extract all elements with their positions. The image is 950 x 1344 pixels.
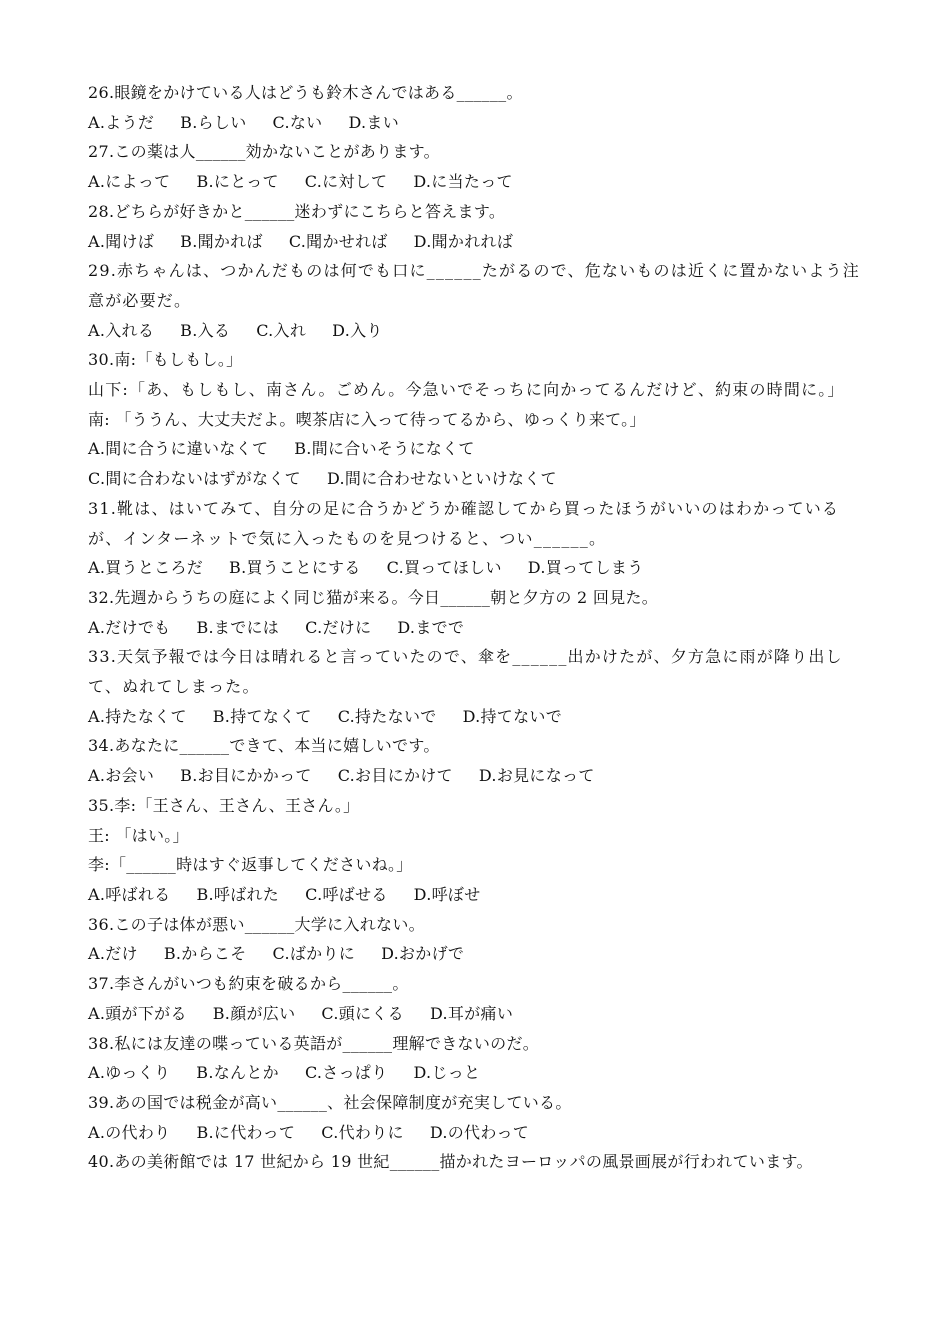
answer-option: D.呼ぼせ [413, 884, 481, 904]
answer-option: D.間に合わせないといけなくて [326, 469, 557, 489]
answer-option: A.の代わり [88, 1122, 171, 1142]
answer-option: A.ゆっくり [88, 1063, 171, 1083]
answer-option: D.に当たって [413, 172, 513, 192]
question-text: 李:「______時はすぐ返事してくださいね。」 [88, 855, 413, 875]
answer-option: B.顔が広い [212, 1003, 296, 1023]
question-text: 32.先週からうちの庭によく同じ猫が来る。今日______朝と夕方の 2 回見た。 [88, 587, 659, 607]
answer-options [88, 702, 873, 732]
answer-options [88, 1118, 873, 1148]
answer-option: C.お目にかけて [337, 766, 453, 786]
question-text: 31.靴は、はいてみて、自分の足に合うかどうか確認してから買ったほうがいいのはわかっているが、インターネットで気に入ったものを見つけると、つい______。 [88, 498, 840, 548]
answer-option: A.頭が下がる [88, 1003, 187, 1023]
answer-option: D.まい [348, 112, 400, 132]
answer-option: B.呼ばれた [196, 884, 280, 904]
answer-option: B.なんとか [196, 1063, 279, 1083]
answer-option: D.までで [397, 617, 465, 637]
question-text: 王: 「はい。」 [88, 825, 189, 845]
answer-option: A.だけでも [88, 617, 171, 637]
question-text: 26.眼鏡をかけている人はどうも鈴木さんではある______。 [88, 83, 523, 102]
answer-option: B.持てなくて [212, 706, 312, 726]
question-text: 33.天気予報では今日は晴れると言っていたので、傘を______出かけたが、夕方急に雨が降り出して、ぬれてしまった。 [88, 647, 843, 697]
answer-option: C.間に合わないはずがなくて [88, 469, 301, 489]
exam-page [88, 78, 873, 1177]
answer-option: B.らしい [180, 112, 247, 132]
answer-options [88, 999, 873, 1029]
answer-option: B.間に合いそうになくて [294, 439, 475, 459]
answer-option: A.間に合うに違いなくて [88, 439, 269, 459]
question-text: 37.李さんがいつも約束を破るから______。 [88, 974, 409, 994]
answer-options [88, 434, 873, 464]
question-text: 40.あの美術館では 17 世紀から 19 世紀______描かれたヨーロッパの風景画展が行われています。 [88, 1152, 813, 1172]
answer-option: A.入れる [88, 320, 155, 340]
answer-option: A.だけ [88, 944, 138, 964]
answer-options [88, 939, 873, 969]
answer-options [88, 316, 873, 346]
answer-options [88, 761, 873, 791]
answer-option: C.に対して [304, 172, 388, 192]
answer-option: D.おかげで [381, 944, 465, 964]
answer-options [88, 1058, 873, 1088]
answer-option: C.だけに [305, 617, 372, 637]
answer-options [88, 227, 873, 257]
question-text: 36.この子は体が悪い______大学に入れない。 [88, 914, 425, 934]
question-text: 34.あなたに______できて、本当に嬉しいです。 [88, 736, 440, 756]
answer-options [88, 464, 873, 494]
answer-option: A.呼ばれる [88, 884, 171, 904]
answer-options [88, 613, 873, 643]
answer-option: A.持たなくて [88, 706, 187, 726]
answer-option: A.買うところだ [88, 558, 204, 578]
question-text: 38.私には友達の喋っている英語が______理解できないのだ。 [88, 1033, 540, 1053]
answer-option: C.入れ [256, 320, 307, 340]
answer-option: A.お会い [88, 766, 155, 786]
question-text: 35.李:「王さん、王さん、王さん。」 [88, 795, 360, 815]
answer-options [88, 553, 873, 583]
answer-option: D.入り [332, 320, 383, 340]
question-text: 29.赤ちゃんは、つかんだものは何でも口に______たがるので、危ないものは近くに置かないよう注意が必要だ。 [88, 261, 860, 310]
answer-option: D.じっと [413, 1063, 481, 1083]
answer-options [88, 880, 873, 910]
question-text: 28.どちらが好きかと______迷わずにこちらと答えます。 [88, 201, 506, 221]
answer-option: C.聞かせれば [288, 231, 388, 251]
answer-option: C.頭にくる [321, 1003, 404, 1023]
answer-option: C.ばかりに [272, 944, 356, 964]
answer-option: B.までには [196, 617, 280, 637]
question-text: 27.この薬は人______効かないことがあります。 [88, 142, 440, 162]
answer-option: D.お見になって [478, 766, 595, 786]
answer-option: D.聞かれれば [413, 231, 514, 251]
answer-option: D.持てないで [462, 706, 563, 726]
answer-option: A.ようだ [88, 112, 155, 132]
answer-option: D.買ってしまう [527, 558, 644, 578]
answer-option: B.聞かれば [180, 231, 263, 251]
answer-option: B.買うことにする [229, 558, 361, 578]
answer-option: C.さっぱり [304, 1063, 388, 1083]
answer-option: B.に代わって [196, 1122, 296, 1142]
answer-options [88, 108, 873, 138]
question-text: 30.南:「もしもし。」 [88, 350, 243, 370]
answer-options [88, 167, 873, 197]
answer-option: C.代わりに [321, 1122, 404, 1142]
answer-option: B.入る [180, 320, 231, 340]
answer-option: C.呼ばせる [305, 884, 388, 904]
answer-option: D.耳が痛い [429, 1003, 514, 1023]
answer-option: C.持たないで [337, 706, 437, 726]
question-text: 山下:「あ、もしもし、南さん。ごめん。今急いでそっちに向かってるんだけど、約束の時間に。」 [88, 380, 845, 400]
answer-option: A.聞けば [88, 231, 155, 251]
answer-option: B.からこそ [163, 944, 247, 964]
answer-option: D.の代わって [429, 1122, 530, 1142]
question-text: 南: 「ううん、大丈夫だよ。喫茶店に入って待ってるから、ゆっくり来て。」 [88, 409, 646, 429]
answer-option: A.によって [88, 172, 171, 192]
answer-option: C.ない [272, 112, 323, 132]
question-text: 39.あの国では税金が高い______、社会保障制度が充実している。 [88, 1092, 572, 1112]
answer-option: C.買ってほしい [386, 558, 502, 578]
answer-option: B.にとって [196, 172, 279, 192]
answer-option: B.お目にかかって [180, 766, 312, 786]
